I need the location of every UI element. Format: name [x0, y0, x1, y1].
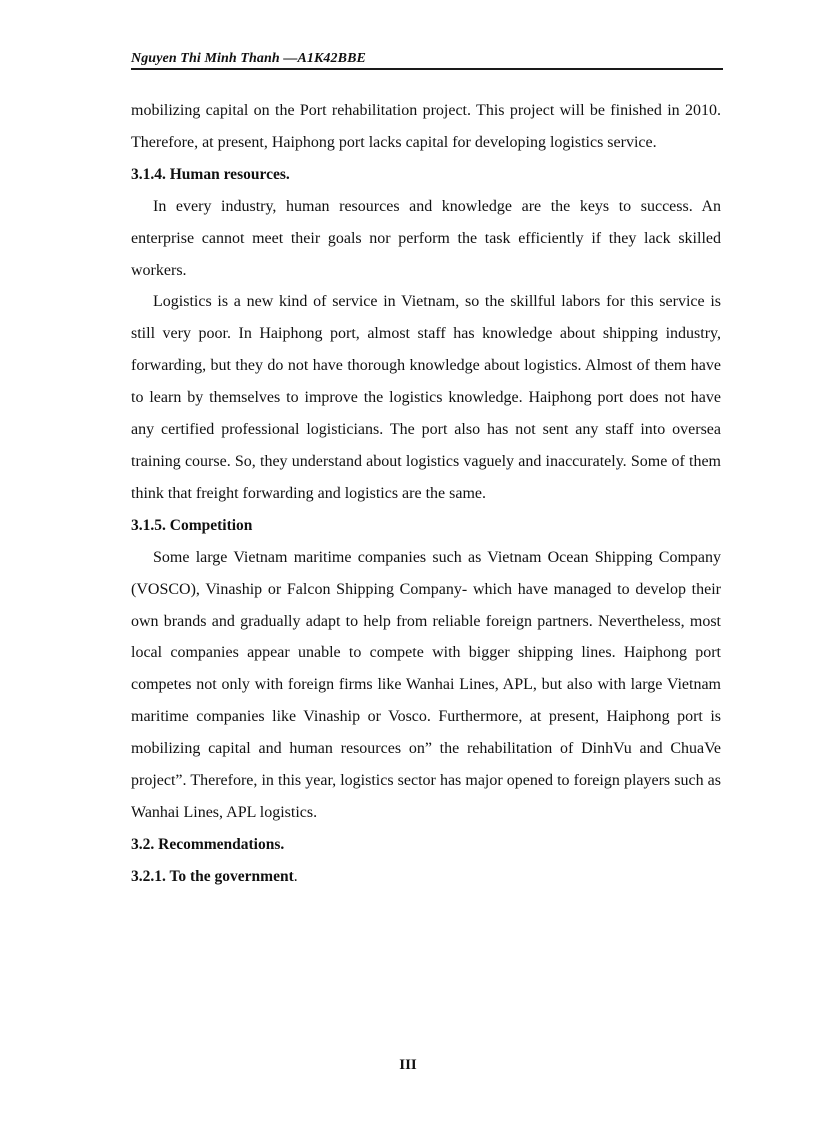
- paragraph-human-resources-1: In every industry, human resources and knowledge are the keys to success. An enterprise cannot meet their goals nor perform the task efficiently if they lack skilled workers.: [131, 197, 721, 279]
- section-heading-3-1-5: 3.1.5. Competition: [131, 516, 253, 534]
- paragraph-human-resources-2: Logistics is a new kind of service in Vietnam, so the skillful labors for this service is still very poor. In Haiphong port, almost staff has knowledge about shipping industry, forwarding, but they do not have thorough knowledge about logistics. Almost of them have to learn by themselves to improve the logistics knowledge. Haiphong port does not have any certified professional logisticians. The port also has not sent any staff into oversea training course. So, they understand about logistics vaguely and inaccurately. Some of them think that freight forwarding and logistics are the same.: [131, 293, 721, 502]
- section-heading-3-2-1-text: 3.2.1. To the government: [131, 867, 294, 885]
- section-heading-3-2-1-period: .: [293, 867, 298, 885]
- section-heading-3-1-4: 3.1.4. Human resources.: [131, 165, 290, 183]
- paragraph-competition: Some large Vietnam maritime companies such as Vietnam Ocean Shipping Company (VOSCO), Vinaship or Falcon Shipping Company- which have managed to develop their own brands and gradually adapt to help from reliable foreign partners. Nevertheless, most local companies appear unable to compete with bigger shipping lines. Haiphong port competes not only with foreign firms like Wanhai Lines, APL, but also with large Vietnam maritime companies like Vinaship or Vosco. Furthermore, at present, Haiphong port is mobilizing capital and human resources on” the rehabilitation of DinhVu and ChuaVe project”. Therefore, in this year, logistics sector has major opened to foreign players such as Wanhai Lines, APL logistics.: [131, 548, 721, 821]
- running-header-title: Nguyen Thi Minh Thanh —A1K42BBE: [131, 51, 366, 66]
- running-header: [131, 50, 723, 70]
- paragraph-continuation: mobilizing capital on the Port rehabilitation project. This project will be finished in 2010. Therefore, at present, Haiphong port lacks capital for developing logistics service.: [131, 102, 721, 151]
- section-heading-3-2: 3.2. Recommendations.: [131, 835, 285, 853]
- page-number: III: [399, 1057, 417, 1073]
- section-heading-3-2-1: [131, 861, 721, 893]
- page-body: [131, 95, 721, 893]
